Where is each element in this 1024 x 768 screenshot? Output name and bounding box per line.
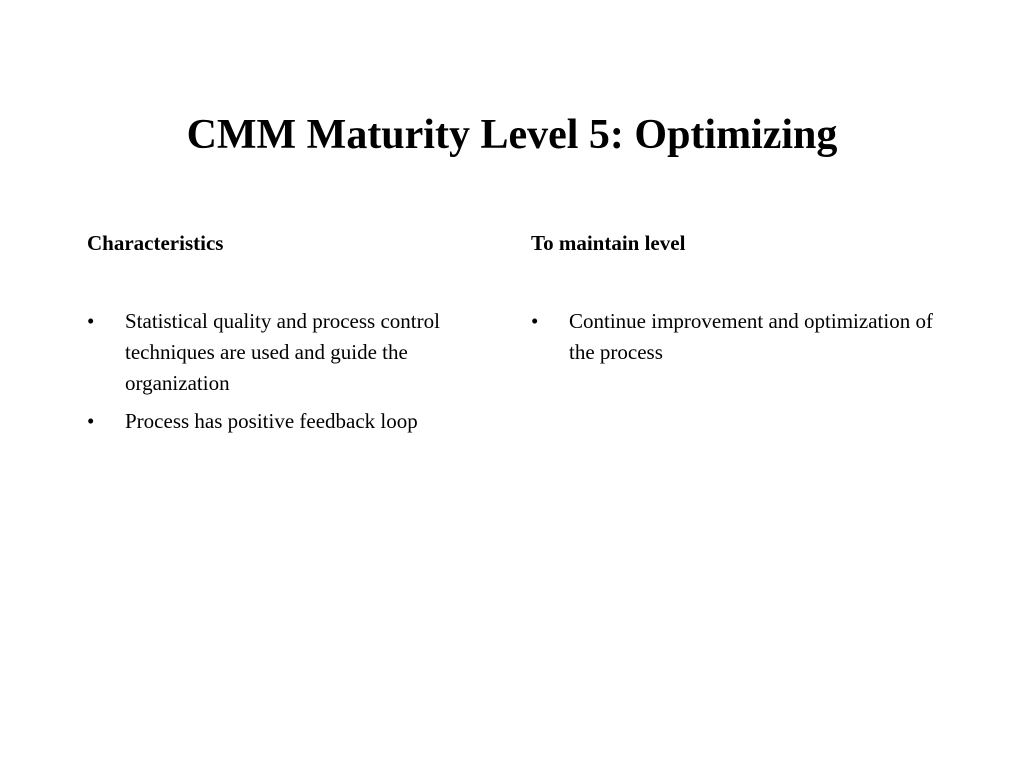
bullet-text: Statistical quality and process control techniques are used and guide the organization xyxy=(125,309,440,395)
characteristics-list xyxy=(87,306,497,444)
bullet-text: Continue improvement and optimization of the process xyxy=(569,309,933,364)
maintain-level-column xyxy=(531,229,941,364)
bullet-icon: • xyxy=(87,409,95,433)
bullet-icon: • xyxy=(531,309,539,333)
list-item xyxy=(87,406,497,437)
slide-title: CMM Maturity Level 5: Optimizing xyxy=(186,112,838,158)
bullet-text: Process has positive feedback loop xyxy=(125,409,418,433)
bullet-icon: • xyxy=(87,309,95,333)
characteristics-heading: Characteristics xyxy=(87,231,224,255)
list-item xyxy=(531,306,941,368)
characteristics-column xyxy=(87,229,497,433)
maintain-level-list xyxy=(531,306,941,375)
maintain-level-heading: To maintain level xyxy=(531,231,686,255)
list-item xyxy=(87,306,497,399)
